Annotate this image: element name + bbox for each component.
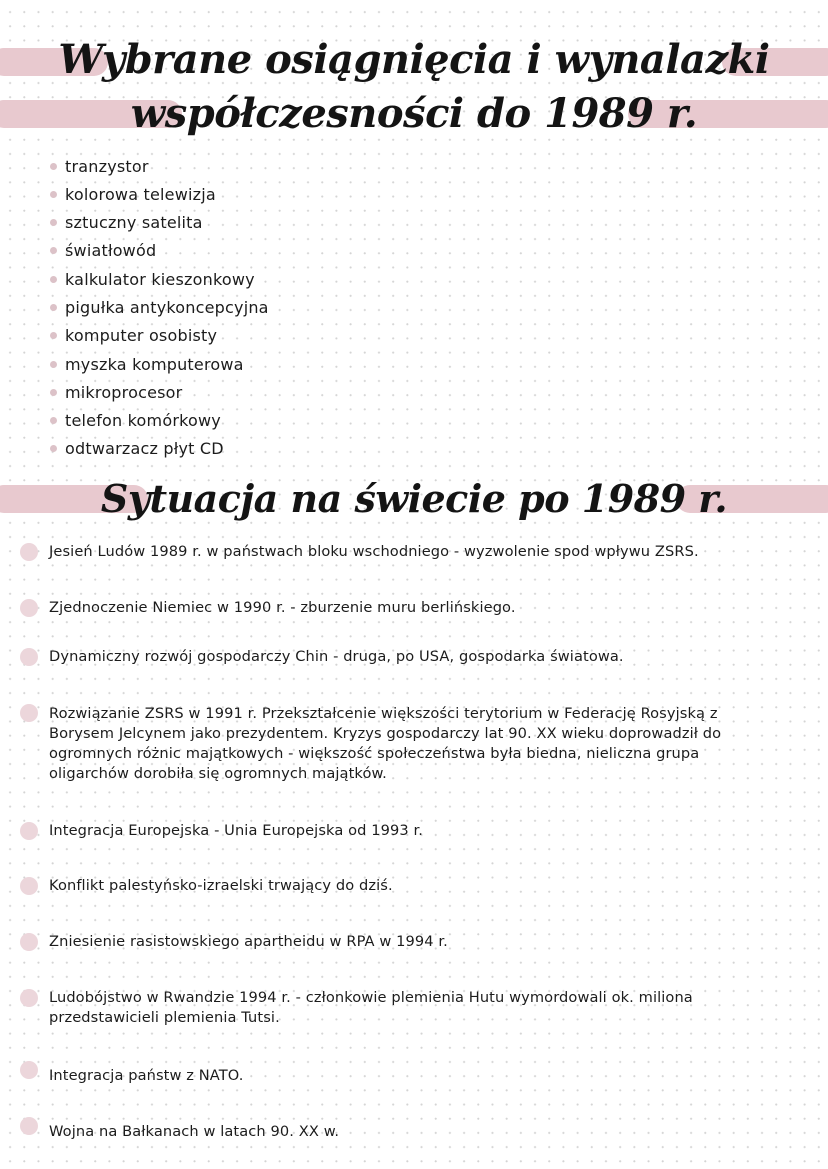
list-item-text: myszka komputerowa [65, 355, 244, 374]
text-line: Rozwiązanie ZSRS w 1991 r. Przekształcenie większości terytorium w Federację Rosyjską z [49, 705, 718, 722]
page-title-line-1: Wybrane osiągnięcia i wynalazki [58, 36, 770, 83]
bullet-dot [20, 877, 38, 895]
bullet-dot [50, 219, 57, 226]
list-item-text [49, 932, 448, 952]
bullet-dot [50, 304, 57, 311]
bullet-dot [50, 445, 57, 452]
text-line: przedstawicieli plemienia Tutsi. [49, 1009, 280, 1026]
bullet-dot [50, 163, 57, 170]
bullet-dot [20, 989, 38, 1007]
bullet-dot [20, 1117, 38, 1135]
text-line: oligarchów dorobiła się ogromnych majątków. [49, 765, 387, 782]
page-title-line-2: współczesności do 1989 r. [130, 90, 698, 137]
list-item-text [49, 598, 516, 618]
bullet-dot [20, 704, 38, 722]
bullet-dot [50, 417, 57, 424]
bullet-dot [50, 247, 57, 254]
section-title: Sytuacja na świecie po 1989 r. [100, 476, 728, 521]
bullet-dot [20, 933, 38, 951]
list-item-text: tranzystor [65, 157, 149, 176]
list-item-text: kalkulator kieszonkowy [65, 270, 255, 289]
list-item-text: odtwarzacz płyt CD [65, 439, 224, 458]
list-item-text: komputer osobisty [65, 326, 218, 345]
text-line: Jesień Ludów 1989 r. w państwach bloku wschodniego - wyzwolenie spod wpływu ZSRS. [49, 543, 699, 560]
text-line: Zniesienie rasistowskiego apartheidu w RPA w 1994 r. [49, 933, 448, 950]
list-item-text [49, 876, 393, 896]
bullet-dot [20, 543, 38, 561]
text-line: Ludobójstwo w Rwandzie 1994 r. - członkowie plemienia Hutu wymordowali ok. miliona [49, 989, 693, 1006]
bullet-dot [20, 648, 38, 666]
list-item-text: pigułka antykoncepcyjna [65, 298, 269, 317]
text-line: Konflikt palestyńsko-izraelski trwający do dziś. [49, 877, 393, 894]
bullet-dot [50, 332, 57, 339]
text-line: Zjednoczenie Niemiec w 1990 r. - zburzenie muru berlińskiego. [49, 599, 516, 616]
list-item-text [49, 647, 624, 667]
list-item-text [49, 1122, 339, 1142]
text-line: Integracja państw z NATO. [49, 1067, 244, 1084]
list-item-text: światłowód [65, 241, 157, 260]
text-line: ogromnych różnic majątkowych - większość społeczeństwa była biedna, nieliczna grupa [49, 745, 700, 762]
list-item-text [49, 988, 693, 1028]
bullet-dot [50, 276, 57, 283]
bullet-dot [50, 389, 57, 396]
list-item-text [49, 1066, 244, 1086]
bullet-dot [50, 361, 57, 368]
list-item-text: mikroprocesor [65, 383, 183, 402]
bullet-dot [20, 599, 38, 617]
bullet-dot [20, 1061, 38, 1079]
text-line: Borysem Jelcynem jako prezydentem. Kryzys gospodarczy lat 90. XX wieku doprowadził do [49, 725, 722, 742]
list-item-text [49, 542, 699, 562]
list-item-text: telefon komórkowy [65, 411, 221, 430]
list-item-text: kolorowa telewizja [65, 185, 216, 204]
list-item-text [49, 821, 423, 841]
bullet-dot [20, 822, 38, 840]
list-item-text [49, 704, 721, 784]
text-line: Integracja Europejska - Unia Europejska od 1993 r. [49, 822, 424, 839]
bullet-dot [50, 191, 57, 198]
list-item-text: sztuczny satelita [65, 213, 203, 232]
text-line: Wojna na Bałkanach w latach 90. XX w. [49, 1123, 340, 1140]
text-line: Dynamiczny rozwój gospodarczy Chin - druga, po USA, gospodarka światowa. [49, 648, 624, 665]
